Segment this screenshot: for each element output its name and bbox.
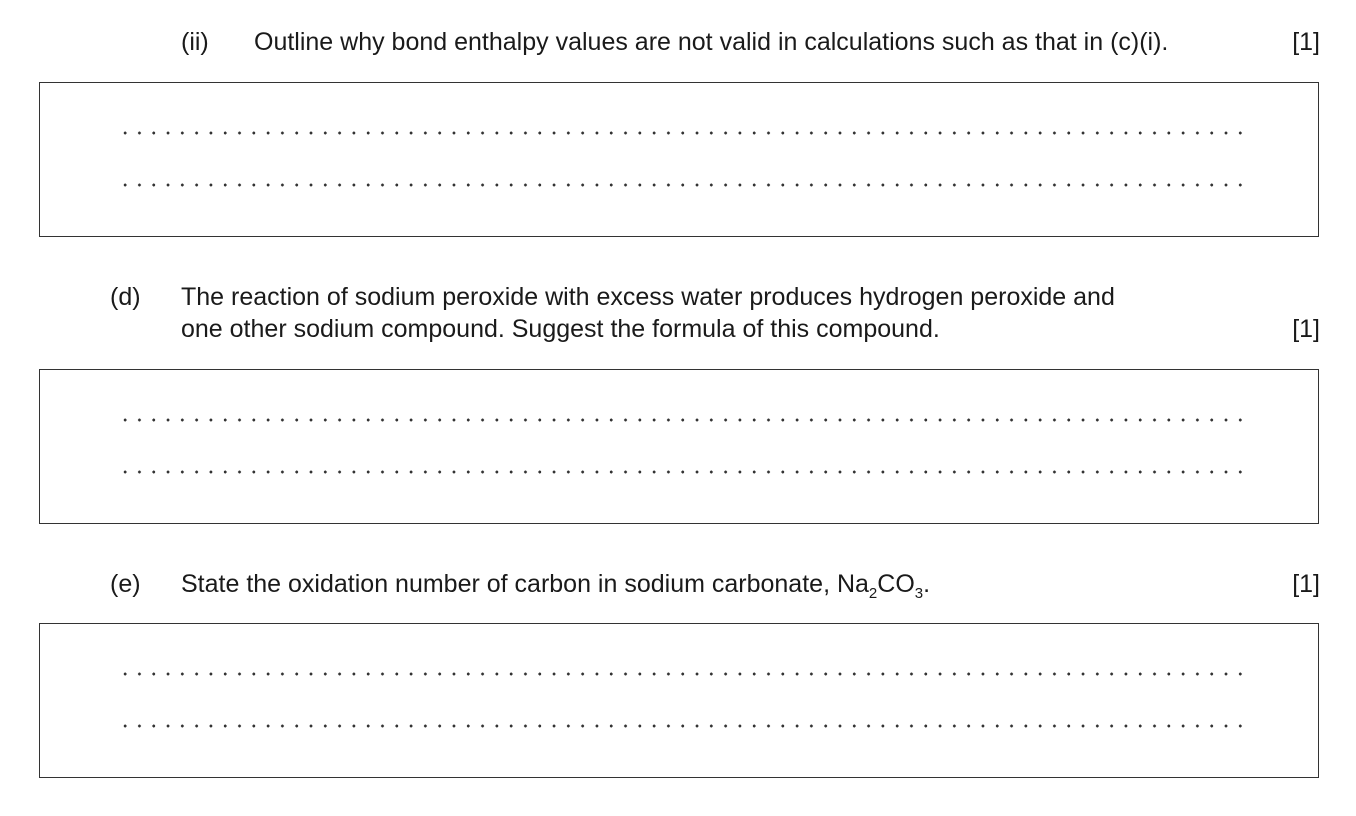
question-text-e [181,568,930,600]
answer-box-e[interactable] [39,623,1319,778]
answer-line[interactable] [118,724,1248,728]
question-label-d: (d) [110,283,141,311]
question-text-d-line1: The reaction of sodium peroxide with excess water produces hydrogen peroxide and [181,283,1115,311]
marks-c-ii: [1] [1292,28,1320,56]
question-text-c-ii: Outline why bond enthalpy values are not valid in calculations such as that in (c)(i). [254,28,1169,56]
question-text-e-prefix: State the oxidation number of carbon in sodium carbonate, Na [181,570,869,598]
question-label-c-ii: (ii) [181,28,209,56]
question-text-d-line2: one other sodium compound. Suggest the formula of this compound. [181,315,940,343]
answer-box-d[interactable] [39,369,1319,524]
answer-line[interactable] [118,418,1248,422]
answer-box-c-ii[interactable] [39,82,1319,237]
question-text-e-suffix: . [923,570,931,598]
formula-subscript-1: 2 [868,585,878,602]
formula-subscript-2: 3 [914,585,924,602]
answer-line[interactable] [118,470,1248,474]
answer-line[interactable] [118,131,1248,135]
marks-d: [1] [1292,315,1320,343]
question-label-e: (e) [110,570,141,598]
marks-e: [1] [1292,570,1320,598]
formula-middle: CO [877,570,915,598]
answer-line[interactable] [118,183,1248,187]
answer-line[interactable] [118,672,1248,676]
